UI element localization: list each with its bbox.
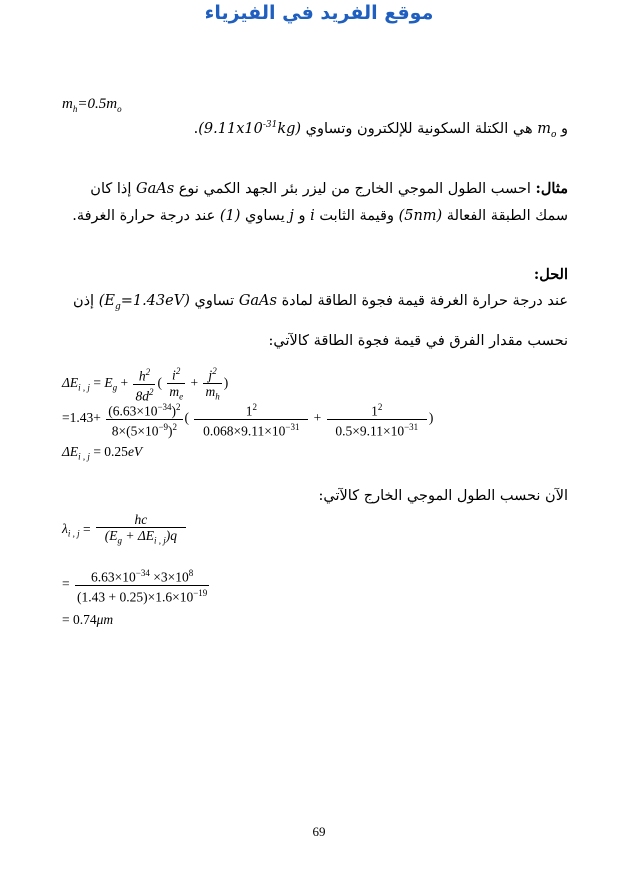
page-number: 69 bbox=[312, 824, 326, 839]
example-line-2: سمك الطبقة الفعالة (5nm) وقيمة الثابت i و j يساوي (1) عند درجة حرارة الغرفة. bbox=[72, 208, 568, 224]
example-label: مثال: bbox=[535, 180, 568, 197]
mass-relation: $m_h=0.5m_o$ bbox=[62, 96, 122, 114]
page-header: موقع الفريد في الفيزياء bbox=[204, 2, 434, 24]
text-line-electron-mass: و $m_o$ هي الكتلة السكونية للإلكترون وتساوي $(9.11x10^{-31}kg)$. bbox=[193, 120, 568, 140]
equation-wavelength-result: = 0.74μm bbox=[62, 612, 114, 627]
solution-label: الحل: bbox=[533, 266, 568, 283]
equation-energy-substitution: =1.43+ $\frac{(6.63\times 10^{-34})^2}{8\times(5\times 10^{-9})^2}$ ( $\frac{1^2}{0.068\times 9.11\times 10^{-31}}$ + $\frac{1^2}{0.5\times 9.11\times 10^{-31}}$ ) bbox=[62, 402, 434, 438]
equation-energy-difference: $\Delta E_{i , j} = E_g$ + $\frac{h^2}{8d^2}$ ( $\frac{i^2}{m_e}$ + $\frac{j^2}{m_h}$ ) bbox=[62, 366, 229, 404]
solution-line-1: عند درجة حرارة الغرفة قيمة فجوة الطاقة لمادة GaAs تساوي $(E_g=1.43eV)$ إذن bbox=[72, 293, 568, 312]
wavelength-intro: الآن نحسب الطول الموجي الخارج كالآتي: bbox=[318, 488, 568, 504]
solution-line-2: نحسب مقدار الفرق في قيمة فجوة الطاقة كالآتي: bbox=[268, 333, 568, 349]
equation-energy-result: $\Delta E_{i , j} = 0.25eV$ bbox=[62, 444, 143, 462]
equation-wavelength: $\lambda_{i , j}$ = $\frac{hc}{(E_g + \Delta E_{i , j})q}$ bbox=[62, 512, 188, 549]
example-line-1: مثال: احسب الطول الموجي الخارج من ليزر بئر الجهد الكمي نوع GaAs إذا كان bbox=[90, 180, 568, 197]
equation-wavelength-substitution: = $\frac{6.63\times 10^{-34} \times 3\times 10^8}{(1.43 + 0.25)\times 1.6\times 10^{-19}}$ bbox=[62, 568, 208, 604]
